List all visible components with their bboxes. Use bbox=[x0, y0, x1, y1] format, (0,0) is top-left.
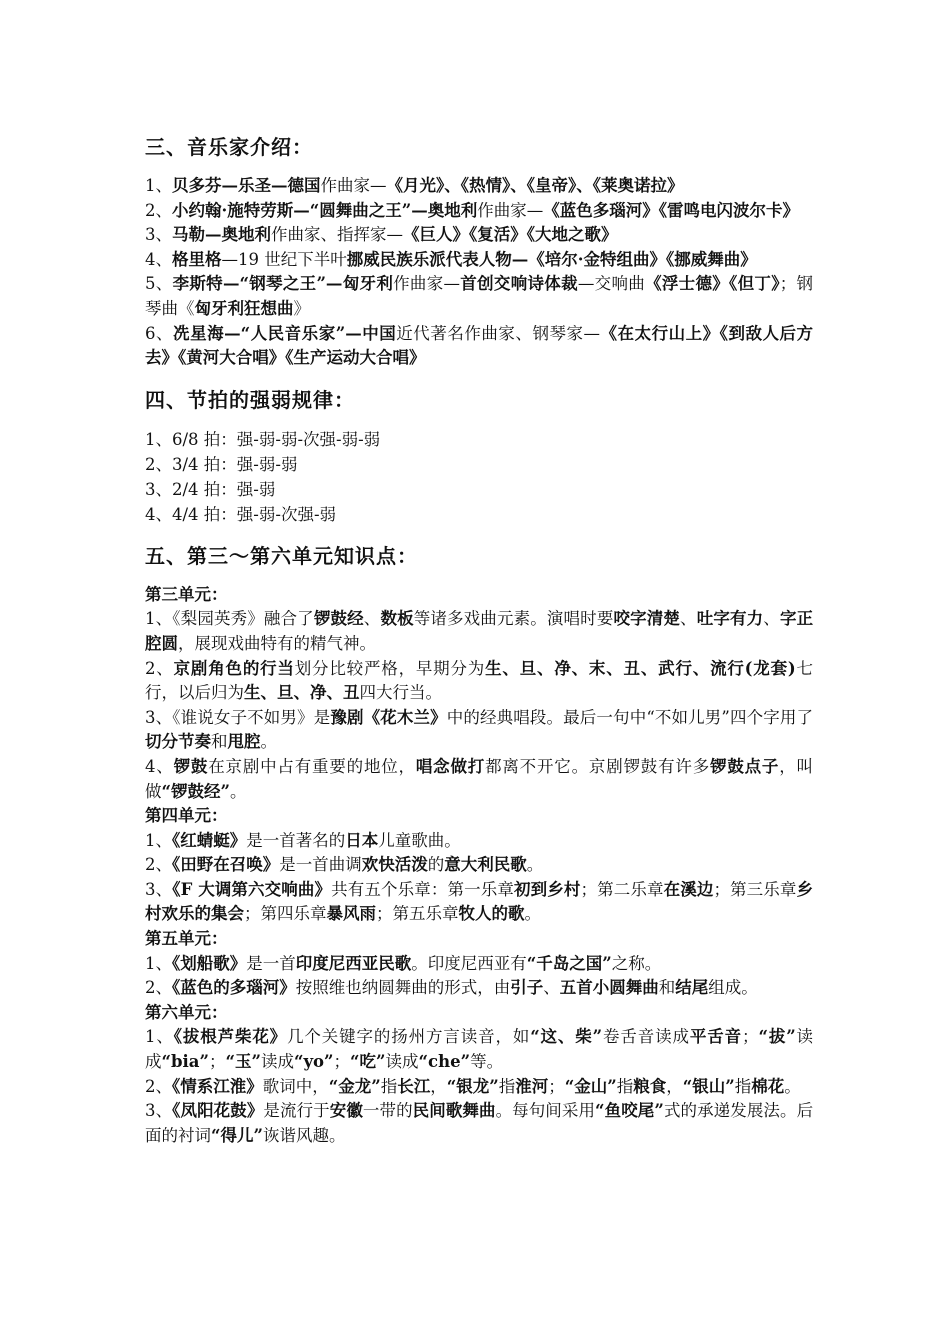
text-run: 、 bbox=[763, 609, 780, 629]
text-run: 4、4/4 拍：强-弱-次强-弱 bbox=[145, 504, 337, 524]
text-run: 。印度尼西亚有 bbox=[411, 953, 527, 973]
text-run: 。 bbox=[524, 904, 541, 924]
bold-text-run: 生、旦、净、末、丑、武行、流行(龙套) bbox=[485, 658, 796, 678]
text-run: 2、 bbox=[145, 658, 174, 678]
bold-text-run: 锣鼓 bbox=[173, 756, 209, 776]
text-run: 和 bbox=[211, 732, 228, 752]
musician-list bbox=[145, 174, 813, 371]
bold-text-run: 《凤阳花鼓》 bbox=[172, 1101, 264, 1121]
text-run: ； bbox=[208, 1052, 226, 1072]
bold-text-run: “锣鼓经” bbox=[161, 781, 230, 801]
bold-text-run: 淮河 bbox=[515, 1076, 549, 1096]
text-run: 卷舌音读成 bbox=[602, 1027, 690, 1047]
text-run: ； bbox=[548, 1076, 565, 1096]
text-run: 都离不开它。京剧锣鼓有许多 bbox=[485, 756, 711, 776]
bold-text-run: 咬字清楚 bbox=[613, 609, 681, 629]
bold-text-run: 《F 大调第六交响曲》 bbox=[172, 879, 332, 899]
text-run: 。 bbox=[526, 855, 544, 875]
text-run: 是一首曲调 bbox=[279, 855, 362, 875]
text-run: 按照维也纳圆舞曲的形式，由 bbox=[295, 978, 511, 998]
text-run: 划分比较严格，早期分为 bbox=[294, 658, 486, 678]
list-item bbox=[145, 878, 813, 927]
text-run: 2、 bbox=[145, 1076, 172, 1096]
bold-text-run: 日本 bbox=[345, 830, 379, 850]
section-heading: 三、音乐家介绍： bbox=[145, 135, 313, 159]
bold-text-run: 锣鼓点子 bbox=[710, 756, 780, 776]
bold-text-run: 《田野在召唤》 bbox=[172, 855, 280, 875]
text-run: 之称。 bbox=[611, 953, 662, 973]
bold-text-run: 格里格 bbox=[172, 249, 222, 269]
bold-text-run: “得儿” bbox=[211, 1125, 263, 1145]
bold-text-run: 生、旦、净、丑 bbox=[244, 683, 360, 703]
text-run: 指 bbox=[498, 1076, 516, 1096]
text-run: 读成 bbox=[260, 1052, 294, 1072]
text-run: —交响曲 bbox=[577, 274, 646, 294]
bold-text-run: 初到乡村 bbox=[513, 879, 581, 899]
list-item bbox=[145, 755, 813, 804]
list-item bbox=[145, 1099, 813, 1148]
list-item bbox=[145, 199, 813, 224]
unit-3 bbox=[145, 583, 813, 804]
text-run: 等诸多戏曲元素。演唱时要 bbox=[413, 609, 614, 629]
text-run: 5、 bbox=[145, 274, 173, 294]
text-run: 3、 bbox=[145, 879, 173, 899]
bold-text-run: 棉花 bbox=[751, 1076, 785, 1096]
text-run: 读成 bbox=[145, 1027, 814, 1072]
list-item bbox=[145, 853, 813, 878]
text-run: 。 bbox=[229, 781, 247, 801]
bold-text-run: 匈牙利狂想曲 bbox=[194, 298, 294, 318]
text-run: 1、 bbox=[145, 176, 172, 195]
text-run: 指 bbox=[734, 1076, 752, 1096]
bold-text-run: “玉” bbox=[225, 1052, 261, 1072]
bold-text-run: 意大利民歌 bbox=[444, 855, 527, 875]
text-run: 共有五个乐章：第一乐章 bbox=[331, 879, 514, 899]
bold-text-run: 印度尼西亚民歌 bbox=[295, 953, 412, 973]
bold-text-run: 马勒—奥地利 bbox=[172, 225, 271, 245]
bold-text-run: 《月光》、《热情》、《皇帝》、《莱奥诺拉》 bbox=[386, 176, 684, 195]
text-run: 6、 bbox=[145, 323, 174, 343]
bold-text-run: “bia” bbox=[161, 1052, 209, 1072]
section-musicians bbox=[145, 132, 813, 371]
text-run: 儿童歌曲。 bbox=[378, 830, 461, 850]
text-run: 1、 bbox=[145, 953, 172, 973]
text-run: 歌词中， bbox=[262, 1076, 329, 1096]
text-run: 几个关键字的扬州方言读音，如 bbox=[287, 1027, 531, 1047]
text-run: 近代著名作曲家、钢琴家— bbox=[396, 323, 601, 343]
bold-text-run: 《巨人》《复活》《大地之歌》 bbox=[403, 225, 618, 245]
text-run: 1、 bbox=[145, 830, 172, 850]
bold-text-run: 粮食 bbox=[633, 1076, 667, 1096]
text-run: 一带的 bbox=[362, 1101, 413, 1121]
list-item bbox=[145, 322, 813, 371]
text-run: ，叫做 bbox=[145, 756, 814, 801]
text-run: ；第四乐章 bbox=[244, 904, 327, 924]
bold-text-run: 首创交响诗体裁 bbox=[460, 274, 578, 294]
text-run: 3、 bbox=[145, 225, 172, 245]
bold-text-run: 牧人的歌 bbox=[458, 904, 525, 924]
text-run: 等。 bbox=[470, 1052, 504, 1072]
bold-text-run: “金龙” bbox=[328, 1076, 381, 1096]
document-page bbox=[145, 132, 813, 1148]
unit-4 bbox=[145, 804, 813, 927]
bold-text-run: “拔” bbox=[758, 1027, 796, 1047]
unit-title: 第四单元： bbox=[145, 806, 228, 826]
list-item bbox=[145, 1025, 813, 1074]
text-run: 4、 bbox=[145, 249, 172, 269]
bold-text-run: 引子 bbox=[510, 978, 544, 998]
text-run: 4、 bbox=[145, 756, 174, 776]
bold-text-run: 挪威民族乐派代表人物—《培尔·金特组曲》《挪威舞曲》 bbox=[346, 249, 757, 269]
text-run: —19 世纪下半叶 bbox=[221, 249, 347, 269]
text-run: 、 bbox=[680, 609, 697, 629]
unit-title: 第五单元： bbox=[145, 929, 228, 949]
bold-text-run: 安徽 bbox=[329, 1101, 363, 1121]
text-run: 作曲家— bbox=[320, 176, 387, 195]
text-run: 是一首著名的 bbox=[246, 830, 346, 850]
bold-text-run: 结尾 bbox=[675, 978, 709, 998]
text-run: 七行，以后归为 bbox=[145, 658, 814, 703]
section-units bbox=[145, 541, 813, 1149]
beat-list bbox=[145, 427, 813, 527]
bold-text-run: 《在太行山上》《到敌人后方去》《黄河大合唱》《生产运动大合唱》 bbox=[145, 323, 814, 368]
bold-text-run: 甩腔 bbox=[227, 732, 261, 752]
text-run: 1、《梨园英秀》融合了 bbox=[145, 609, 314, 629]
bold-text-run: 《划船歌》 bbox=[172, 953, 247, 973]
bold-text-run: “银山” bbox=[682, 1076, 735, 1096]
list-item bbox=[145, 223, 813, 248]
text-run: ； bbox=[741, 1027, 759, 1047]
bold-text-run: 《浮士德》《但丁》 bbox=[645, 274, 780, 294]
list-item bbox=[145, 976, 813, 1001]
list-item bbox=[145, 952, 813, 977]
bold-text-run: “yo” bbox=[293, 1052, 334, 1072]
text-run: 3、《谁说女子不如男》是 bbox=[145, 707, 331, 727]
text-run: 四大行当。 bbox=[359, 683, 442, 703]
list-item bbox=[145, 477, 813, 502]
text-run: 。 bbox=[784, 1076, 801, 1096]
list-item bbox=[145, 706, 813, 755]
bold-text-run: 《拔根芦柴花》 bbox=[173, 1027, 288, 1047]
bold-text-run: 冼星海—“人民音乐家”—中国 bbox=[173, 323, 397, 343]
text-run: ，展现戏曲特有的精气神。 bbox=[178, 633, 376, 653]
bold-text-run: 字正腔圆 bbox=[145, 609, 814, 653]
list-item bbox=[145, 174, 813, 199]
text-run: 2、 bbox=[145, 978, 172, 998]
text-run: 作曲家— bbox=[393, 274, 461, 294]
text-run: 、 bbox=[363, 609, 381, 629]
bold-text-run: 贝多芬—乐圣—德国 bbox=[172, 176, 321, 195]
bold-text-run: 欢快活泼 bbox=[361, 855, 428, 875]
bold-text-run: “che” bbox=[418, 1052, 471, 1072]
text-run: ；第五乐章 bbox=[376, 904, 459, 924]
list-item bbox=[145, 657, 813, 706]
text-run: 。 bbox=[260, 732, 277, 752]
bold-text-run: 乡村欢乐的集会 bbox=[145, 879, 814, 924]
bold-text-run: 唱念做打 bbox=[415, 756, 486, 776]
text-run: ；第二乐章 bbox=[580, 879, 664, 899]
bold-text-run: 小约翰·施特劳斯—“圆舞曲之王”—奥地利 bbox=[172, 200, 478, 220]
bold-text-run: “金山” bbox=[564, 1076, 617, 1096]
bold-text-run: 《情系江淮》 bbox=[172, 1076, 263, 1096]
text-run: ；钢琴曲《 bbox=[145, 274, 814, 318]
bold-text-run: 锣鼓经 bbox=[313, 609, 364, 629]
bold-text-run: 京剧角色的行当 bbox=[173, 658, 295, 678]
bold-text-run: 李斯特—“钢琴之王”—匈牙利 bbox=[172, 274, 394, 294]
bold-text-run: 《蓝色的多瑙河》 bbox=[172, 978, 296, 998]
text-run: 诙谐风趣。 bbox=[262, 1125, 346, 1145]
section-heading: 四、节拍的强弱规律： bbox=[145, 387, 355, 412]
unit-5 bbox=[145, 927, 813, 1001]
bold-text-run: 五首小圆舞曲 bbox=[559, 978, 659, 998]
text-run: ； bbox=[333, 1052, 351, 1072]
list-item bbox=[145, 427, 813, 452]
text-run: 。每句间采用 bbox=[495, 1101, 596, 1121]
bold-text-run: 长江 bbox=[397, 1076, 431, 1096]
list-item bbox=[145, 1075, 813, 1100]
text-run: ；第三乐章 bbox=[713, 879, 797, 899]
bold-text-run: “银龙” bbox=[446, 1076, 499, 1096]
list-item bbox=[145, 607, 813, 656]
text-run: 1、 bbox=[145, 1027, 174, 1047]
list-item bbox=[145, 502, 813, 527]
bold-text-run: 民间歌舞曲 bbox=[412, 1101, 496, 1121]
text-run: 作曲家— bbox=[477, 200, 544, 220]
bold-text-run: “千岛之国” bbox=[526, 953, 612, 973]
text-run: 》 bbox=[293, 298, 310, 318]
section-beat-rules bbox=[145, 385, 813, 527]
text-run: 指 bbox=[380, 1076, 398, 1096]
text-run: 中的经典唱段。最后一句中“不如儿男”四个字用了 bbox=[446, 707, 814, 727]
text-run: 、 bbox=[543, 978, 560, 998]
bold-text-run: 数板 bbox=[380, 609, 414, 629]
bold-text-run: 暴风雨 bbox=[326, 904, 376, 924]
text-run: 1、6/8 拍：强-弱-弱-次强-弱-弱 bbox=[145, 429, 381, 449]
unit-6 bbox=[145, 1001, 813, 1149]
list-item bbox=[145, 452, 813, 477]
text-run: 组成。 bbox=[708, 978, 758, 998]
bold-text-run: 豫剧《花木兰》 bbox=[330, 707, 447, 727]
text-run: 在京剧中占有重要的地位， bbox=[208, 756, 416, 776]
list-item bbox=[145, 272, 813, 321]
list-item bbox=[145, 248, 813, 273]
section-heading: 五、第三～第六单元知识点： bbox=[145, 543, 418, 568]
bold-text-run: “这、柴” bbox=[530, 1027, 603, 1047]
bold-text-run: 切分节奏 bbox=[145, 732, 211, 752]
text-run: 读成 bbox=[385, 1052, 419, 1072]
text-run: 2、 bbox=[145, 855, 172, 875]
text-run: ， bbox=[666, 1076, 683, 1096]
text-run: 2、3/4 拍：强-弱-弱 bbox=[145, 454, 298, 474]
text-run: 指 bbox=[616, 1076, 634, 1096]
bold-text-run: 平舌音 bbox=[689, 1027, 742, 1047]
text-run: 3、2/4 拍：强-弱 bbox=[145, 479, 276, 499]
bold-text-run: 在溪边 bbox=[663, 879, 714, 899]
text-run: 的 bbox=[427, 855, 445, 875]
unit-title: 第三单元： bbox=[145, 584, 228, 604]
bold-text-run: “吃” bbox=[350, 1052, 386, 1072]
text-run: 是一首 bbox=[246, 953, 296, 973]
text-run: 2、 bbox=[145, 200, 172, 220]
text-run: 作曲家、指挥家— bbox=[271, 225, 403, 245]
bold-text-run: 吐字有力 bbox=[696, 609, 764, 629]
text-run: 3、 bbox=[145, 1101, 173, 1121]
bold-text-run: “鱼咬尾” bbox=[595, 1101, 664, 1121]
bold-text-run: 《蓝色多瑙河》《雷鸣电闪波尔卡》 bbox=[543, 200, 799, 220]
text-run: 是流行于 bbox=[263, 1101, 330, 1121]
unit-title: 第六单元： bbox=[145, 1002, 228, 1022]
text-run: ， bbox=[430, 1076, 447, 1096]
text-run: 式的承递发展法。后面的衬词 bbox=[145, 1101, 814, 1145]
bold-text-run: 《红蜻蜓》 bbox=[172, 830, 247, 850]
list-item bbox=[145, 829, 813, 854]
text-run: 和 bbox=[658, 978, 676, 998]
